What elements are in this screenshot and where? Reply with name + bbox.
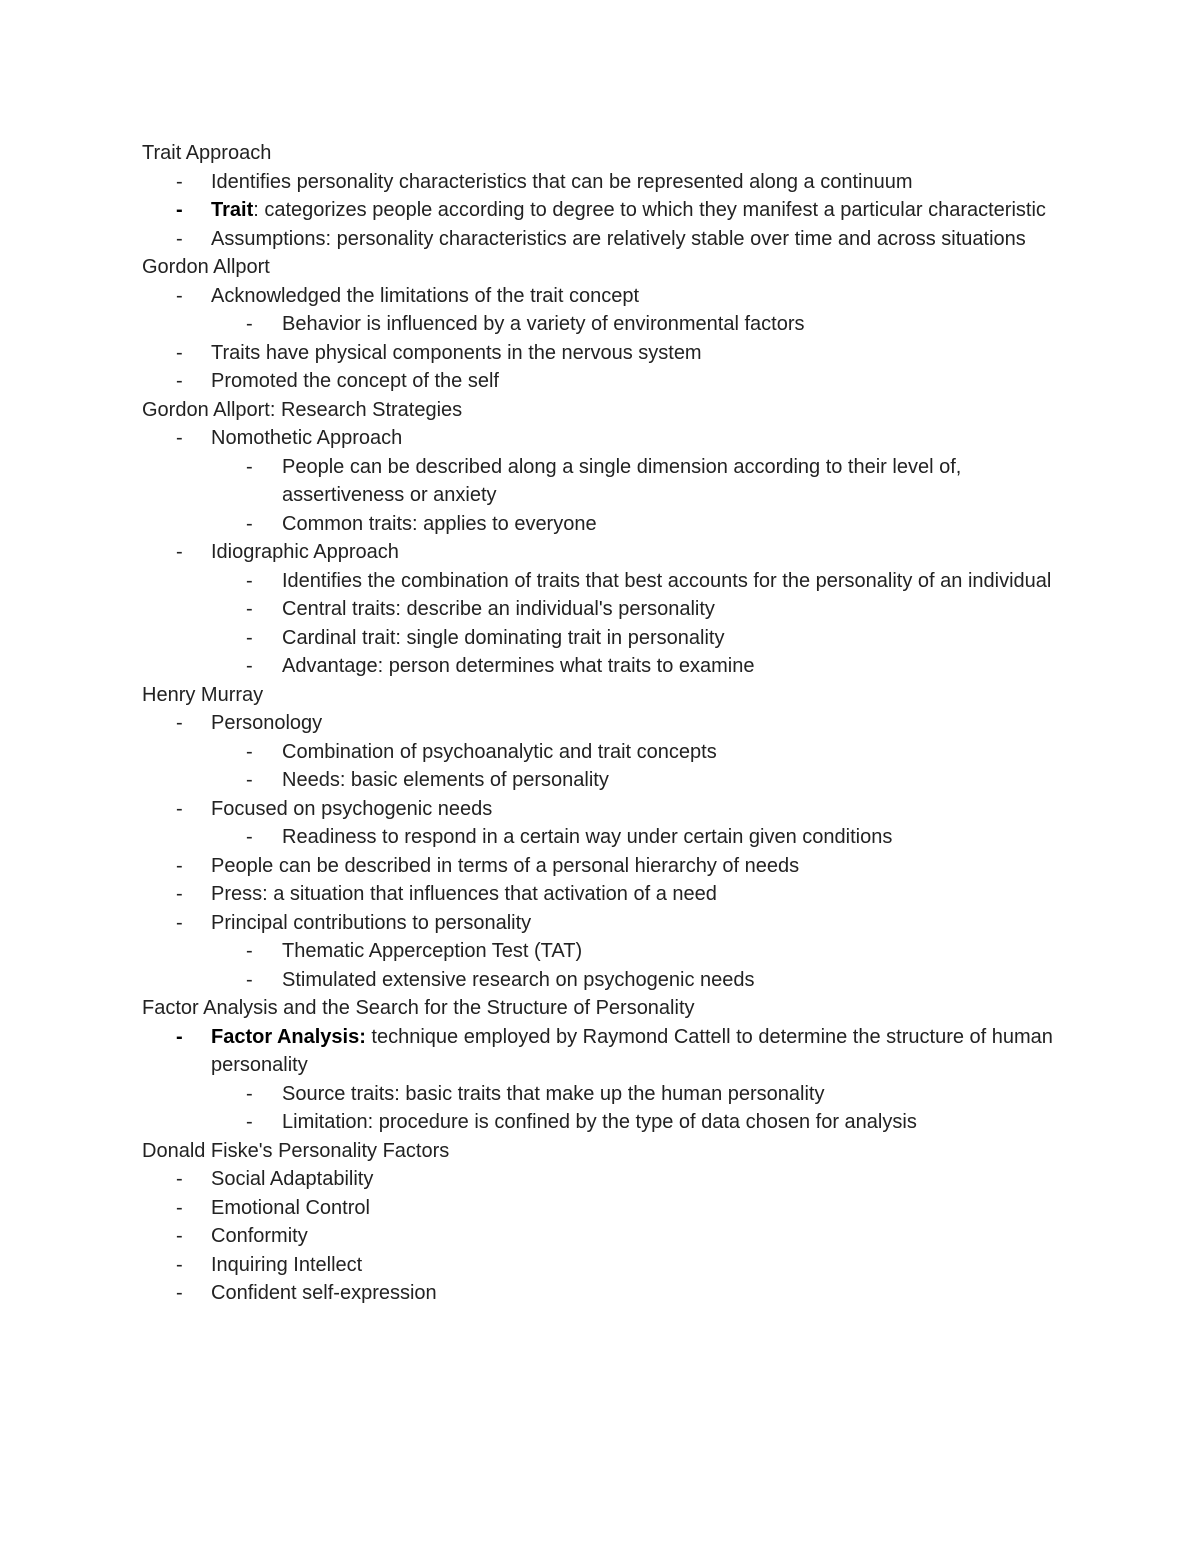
item-text: Readiness to respond in a certain way under certain given conditions [282, 826, 893, 848]
item-text: People can be described in terms of a personal hierarchy of needs [211, 854, 800, 877]
bullet-dash: - [176, 227, 183, 250]
bullet-dash: - [176, 1025, 183, 1048]
item-text: Press: a situation that influences that activation of a need [211, 883, 717, 905]
bullet-dash: - [176, 712, 183, 734]
item-text: Acknowledged the limitations of the trait concept [211, 284, 640, 307]
bullet-dash: - [246, 626, 253, 649]
item-text: Traits have physical components in the nervous system [211, 341, 702, 364]
sub-list-item [142, 567, 1062, 596]
item-text: Combination of psychoanalytic and trait concepts [282, 740, 717, 763]
list-item [142, 367, 1062, 396]
bullet-dash: - [246, 769, 253, 791]
item-text: Principal contributions to personality [211, 911, 532, 934]
bullet-dash: - [176, 1253, 183, 1276]
bullet-dash: - [176, 284, 183, 307]
list-item [142, 1251, 1062, 1280]
item-text: Assumptions: personality characteristics are relatively stable over time and across situations [211, 227, 1026, 250]
bullet-dash: - [176, 199, 183, 221]
item-text: Nomothetic Approach [211, 427, 403, 449]
bullet-dash: - [246, 740, 253, 763]
sub-list-item [142, 1108, 1062, 1137]
list-item [142, 1194, 1062, 1223]
item-text: Personology [211, 712, 323, 734]
bullet-dash: - [246, 598, 253, 620]
bullet-dash: - [176, 1225, 183, 1247]
section-heading: Trait Approach [142, 142, 272, 164]
sub-list-item [142, 595, 1062, 624]
list-item [142, 1023, 1062, 1080]
sub-list-item [142, 510, 1062, 539]
bullet-dash: - [246, 968, 253, 991]
bullet-dash: - [246, 940, 253, 962]
item-text: Common traits: applies to everyone [282, 512, 597, 535]
list-item [142, 852, 1062, 881]
item-text: Behavior is influenced by a variety of environmental factors [282, 313, 805, 335]
bullet-dash: - [176, 911, 183, 934]
bullet-dash: - [176, 883, 183, 905]
bullet-dash: - [176, 854, 183, 877]
list-item [142, 225, 1062, 254]
section-heading: Gordon Allport [142, 256, 270, 278]
sub-list-item [142, 966, 1062, 995]
item-text: Conformity [211, 1225, 308, 1247]
item-text: Needs: basic elements of personality [282, 769, 609, 791]
list-item [142, 339, 1062, 368]
item-text: Focused on psychogenic needs [211, 797, 493, 820]
list-item [142, 424, 1062, 453]
list-item [142, 196, 1062, 225]
bullet-dash: - [176, 797, 183, 820]
bullet-dash: - [176, 1282, 183, 1304]
item-text: Stimulated extensive research on psychogenic needs [282, 968, 755, 991]
item-text: Social Adaptability [211, 1168, 374, 1190]
item-text: : categorizes people according to degree to which they manifest a particular characteristic [253, 199, 1046, 221]
bullet-dash: - [176, 370, 183, 392]
list-item [142, 168, 1062, 197]
section-heading: Donald Fiske's Personality Factors [142, 1139, 450, 1162]
item-text: Identifies personality characteristics that can be represented along a continuum [211, 170, 913, 193]
sub-list-item [142, 310, 1062, 339]
bullet-dash: - [176, 1196, 183, 1219]
bold-term: Factor Analysis: [211, 1025, 366, 1048]
list-item [142, 709, 1062, 738]
item-text: Source traits: basic traits that make up the human personality [282, 1082, 825, 1105]
section-heading: Factor Analysis and the Search for the Structure of Personality [142, 997, 695, 1019]
list-item [142, 1222, 1062, 1251]
bullet-dash: - [246, 655, 253, 677]
sub-list-item [142, 937, 1062, 966]
bullet-dash: - [176, 341, 183, 364]
item-text: Confident self-expression [211, 1282, 437, 1304]
sub-list-item [142, 1080, 1062, 1109]
item-text: Inquiring Intellect [211, 1253, 363, 1276]
item-text: Limitation: procedure is confined by the type of data chosen for analysis [282, 1111, 917, 1133]
list-item [142, 1279, 1062, 1308]
bullet-dash: - [246, 455, 253, 478]
item-text: Advantage: person determines what traits to examine [282, 655, 755, 677]
section-heading: Gordon Allport: Research Strategies [142, 398, 463, 421]
item-text: Identifies the combination of traits that best accounts for the personality of an individual [282, 569, 1052, 592]
item-text: Cardinal trait: single dominating trait in personality [282, 626, 725, 649]
item-text: People can be described along a single dimension according to their level of, assertiveness or anxiety [282, 455, 962, 506]
item-text: Idiographic Approach [211, 541, 399, 563]
document-body [142, 139, 1062, 1308]
sub-list-item [142, 453, 1062, 510]
bullet-dash: - [246, 1082, 253, 1105]
bullet-dash: - [246, 569, 253, 592]
bullet-dash: - [246, 826, 253, 848]
bullet-dash: - [176, 1168, 183, 1190]
item-text: Promoted the concept of the self [211, 370, 499, 392]
section-heading: Henry Murray [142, 683, 264, 706]
item-text: Emotional Control [211, 1196, 370, 1219]
sub-list-item [142, 766, 1062, 795]
item-text: Thematic Apperception Test (TAT) [282, 940, 583, 962]
sub-list-item [142, 738, 1062, 767]
bullet-dash: - [176, 541, 183, 563]
sub-list-item [142, 624, 1062, 653]
item-text: technique employed by Raymond Cattell to determine the structure of human personality [211, 1025, 1053, 1076]
list-item [142, 282, 1062, 311]
list-item [142, 880, 1062, 909]
bullet-dash: - [246, 512, 253, 535]
bullet-dash: - [176, 170, 183, 193]
sub-list-item [142, 652, 1062, 681]
bold-term: Trait [211, 199, 254, 221]
list-item [142, 1165, 1062, 1194]
list-item [142, 909, 1062, 938]
item-text: Central traits: describe an individual's personality [282, 598, 715, 620]
sub-list-item [142, 823, 1062, 852]
bullet-dash: - [246, 1111, 253, 1133]
bullet-dash: - [246, 313, 253, 335]
list-item [142, 795, 1062, 824]
bullet-dash: - [176, 427, 183, 449]
list-item [142, 538, 1062, 567]
